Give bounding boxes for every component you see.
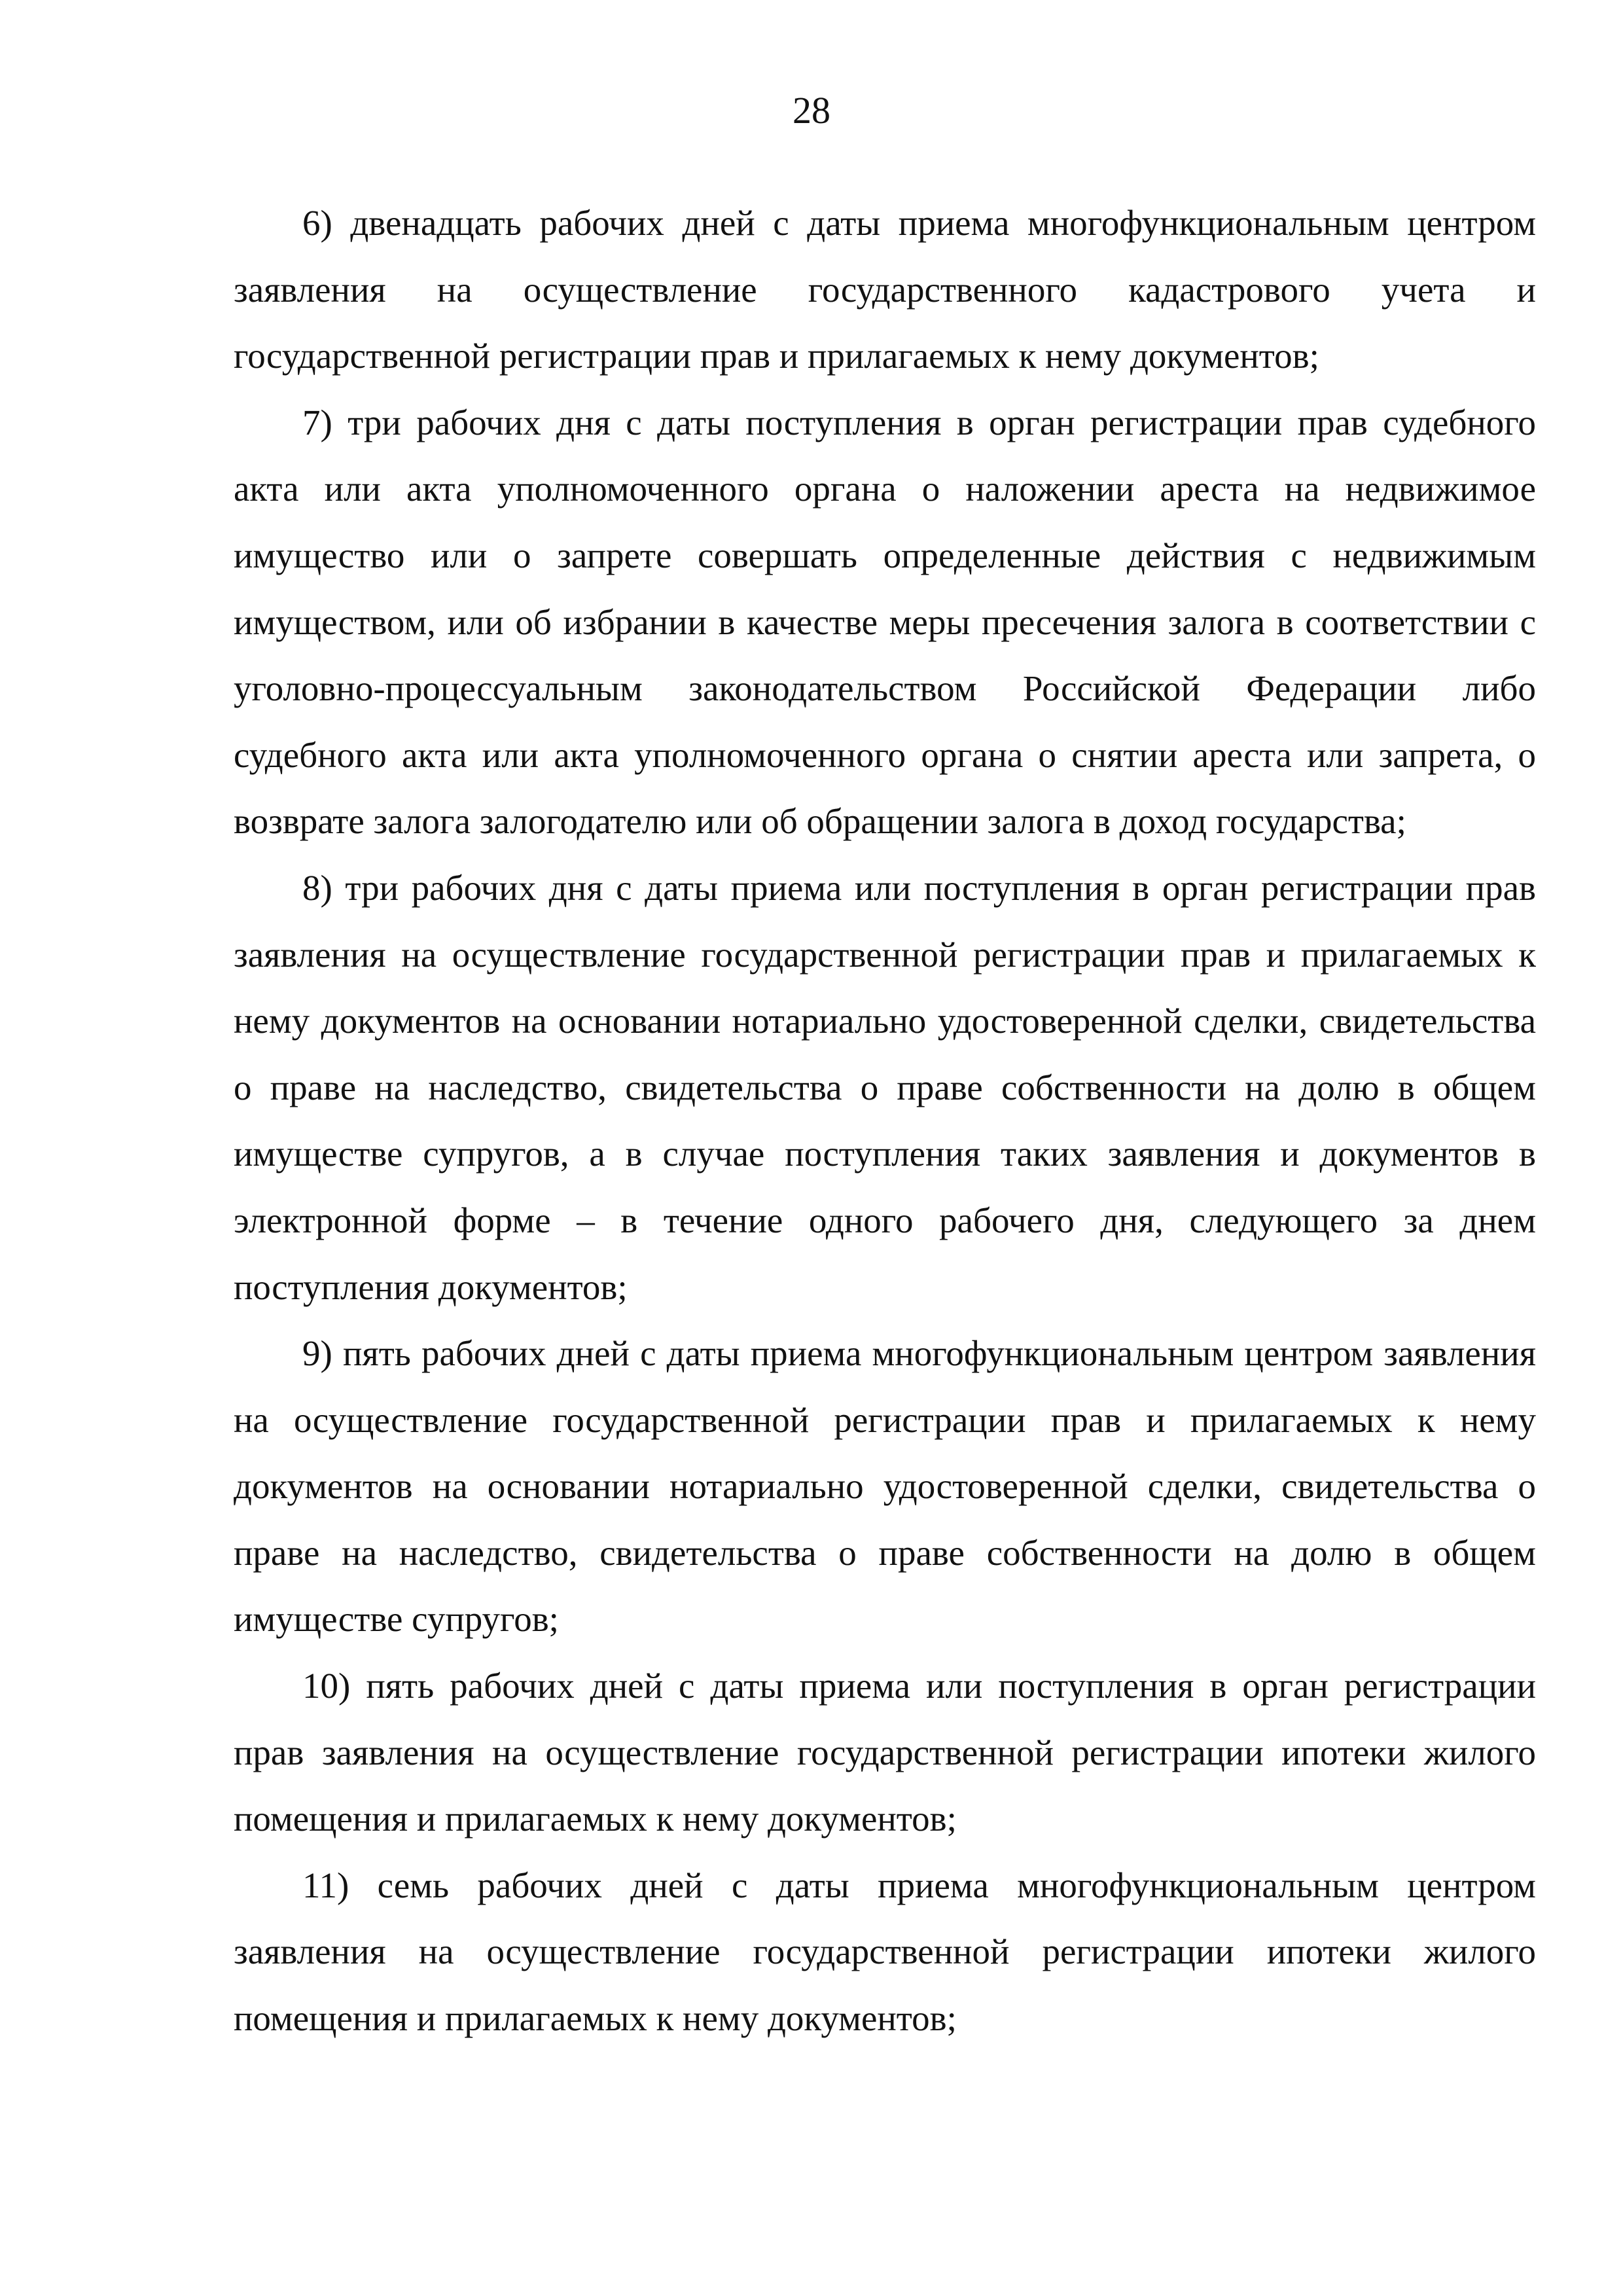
paragraph-item-10: 10) пять рабочих дней с даты приема или поступления в орган регистрации прав заявления на осуществление государственной регистрации ипотеки жилого помещения и прилагаемых к нему документов; [234,1666,1536,1839]
paragraph-item-9: 9) пять рабочих дней с даты приема многофункциональным центром заявления на осуществление государственной регистрации прав и прилагаемых к нему документов на основании нотариально удостоверенной сделки, свидетельства о праве на наследство, свидетельства о праве собственности на долю в общем имуществе супругов; [234,1333,1536,1640]
paragraph-item-11: 11) семь рабочих дней с даты приема многофункциональным центром заявления на осуществление государственной регистрации ипотеки жилого помещения и прилагаемых к нему документов; [234,1865,1536,2039]
paragraph-item-8: 8) три рабочих дня с даты приема или поступления в орган регистрации прав заявления на осуществление государственной регистрации прав и прилагаемых к нему документов на основании нотариально удостоверенной сделки, свидетельства о праве на наследство, свидетельства о праве собственности на долю в общем имуществе супругов, а в случае поступления таких заявления и документов в электронной форме – в течение одного рабочего дня, следующего за днем поступления документов; [234,867,1536,1307]
page-number: 28 [793,89,830,132]
paragraph-item-7: 7) три рабочих дня с даты поступления в орган регистрации прав судебного акта или акта уполномоченного органа о наложении ареста на недвижимое имущество или о запрете совершать определенные действия с недвижимым имуществом, или об избрании в качестве меры пресечения залога в соответствии с уголовно-процессуальным законодательством Российской Федерации либо судебного акта или акта уполномоченного органа о снятии ареста или запрета, о возврате залога залогодателю или об обращении залога в доход государства; [234,402,1536,842]
paragraph-item-6: 6) двенадцать рабочих дней с даты приема многофункциональным центром заявления на осуществление государственного кадастрового учета и государственной регистрации прав и прилагаемых к нему документов; [234,203,1536,376]
document-body [234,190,1536,2052]
